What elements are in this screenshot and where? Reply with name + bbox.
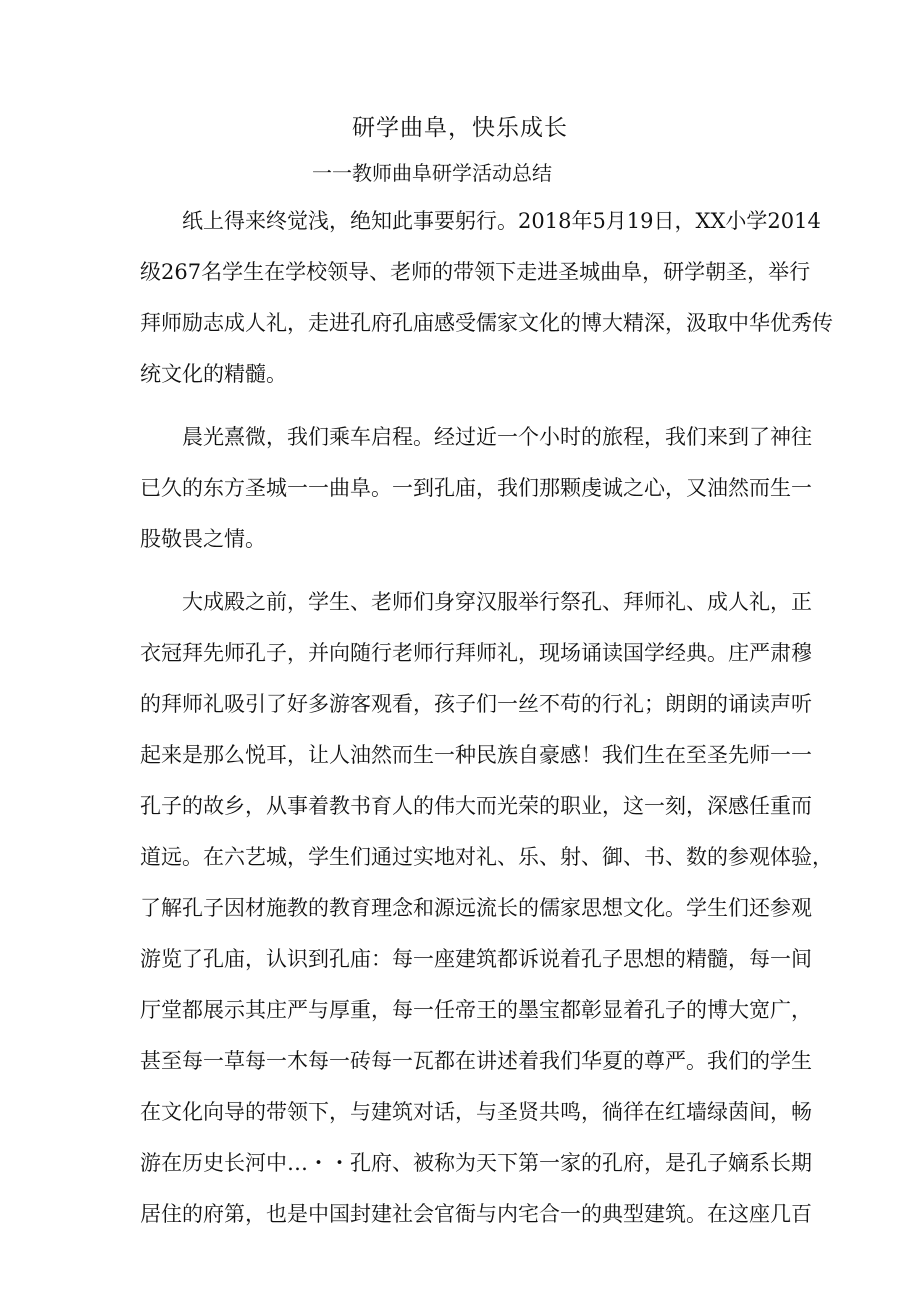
paragraph-1	[140, 196, 833, 400]
paragraph-line: 晨光熹微，我们乘车启程。经过近一个小时的旅程，我们来到了神往	[182, 425, 812, 449]
paragraph-line: 拜师励志成人礼，走进孔府孔庙感受儒家文化的博大精深，汲取中华优秀传	[140, 311, 833, 335]
paragraph-line: 纸上得来终觉浅，绝知此事要躬行。2018年5月19日，XX小学2014	[182, 209, 821, 233]
document-body	[140, 196, 833, 1252]
paragraph-line: 股敬畏之情。	[140, 527, 266, 551]
paragraph-line: 起来是那么悦耳，让人油然而生一种民族自豪感！我们生在至圣先师一一	[140, 743, 812, 767]
paragraph-line: 孔子的故乡，从事着教书育人的伟大而光荣的职业，这一刻，深感任重而	[140, 794, 812, 818]
document-title: 研学曲阜，快乐成长	[352, 115, 568, 141]
paragraph-line: 游览了孔庙，认识到孔庙：每一座建筑都诉说着孔子思想的精髓，每一间	[140, 947, 812, 971]
paragraph-line: 居住的府第，也是中国封建社会官衙与内宅合一的典型建筑。在这座几百	[140, 1202, 812, 1226]
paragraph-line: 统文化的精髓。	[140, 362, 287, 386]
paragraph-line: 游在历史长河中…・・孔府、被称为天下第一家的孔府，是孔子嫡系长期	[140, 1151, 812, 1175]
paragraph-line: 在文化向导的带领下，与建筑对话，与圣贤共鸣，徜徉在红墙绿茵间，畅	[140, 1100, 812, 1124]
paragraph-line: 甚至每一草每一木每一砖每一瓦都在讲述着我们华夏的尊严。我们的学生	[140, 1049, 812, 1073]
paragraph-line: 道远。在六艺城，学生们通过实地对礼、乐、射、御、书、数的参观体验，	[140, 845, 833, 869]
paragraph-2	[140, 412, 812, 565]
paragraph-line: 的拜师礼吸引了好多游客观看，孩子们一丝不苟的行礼；朗朗的诵读声听	[140, 692, 812, 716]
paragraph-line: 了解孔子因材施教的教育理念和源远流长的儒家思想文化。学生们还参观	[140, 896, 812, 920]
paragraph-3	[140, 577, 833, 1240]
document-subtitle: 一一教师曲阜研学活动总结	[312, 161, 552, 185]
paragraph-line: 衣冠拜先师孔子，并向随行老师行拜师礼，现场诵读国学经典。庄严肃穆	[140, 641, 812, 665]
paragraph-line: 级267名学生在学校领导、老师的带领下走进圣城曲阜，研学朝圣，举行	[140, 260, 811, 284]
paragraph-line: 大成殿之前，学生、老师们身穿汉服举行祭孔、拜师礼、成人礼，正	[182, 590, 812, 614]
paragraph-line: 已久的东方圣城一一曲阜。一到孔庙，我们那颗虔诚之心，又油然而生一	[140, 476, 812, 500]
paragraph-line: 厅堂都展示其庄严与厚重，每一任帝王的墨宝都彰显着孔子的博大宽广，	[140, 998, 812, 1022]
